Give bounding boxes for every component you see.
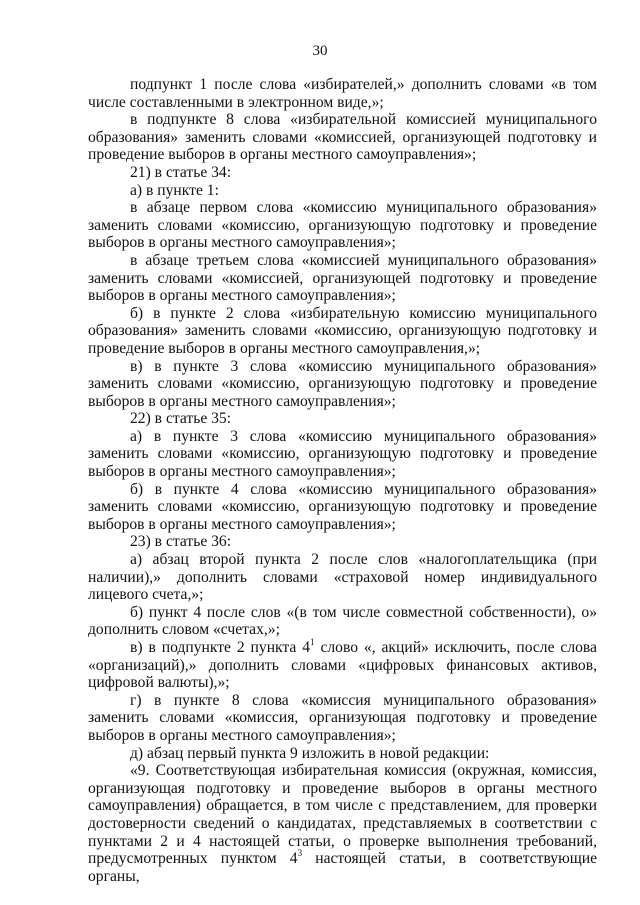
- paragraph-text: настоящей статьи, в соответствующие органы,: [88, 850, 598, 885]
- paragraph-text: слово «, акций» исключить, после слова «организаций),» дополнить словами «цифровых финансовых активов, цифровой валюты),»;: [88, 639, 597, 692]
- paragraph: 23) в статье 36:: [130, 533, 232, 551]
- superscript: 3: [297, 847, 303, 858]
- paragraph: б) пункт 4 после слов «(в том числе совместной собственности), о» дополнить словом «счетах,»;: [88, 603, 597, 639]
- paragraph: 22) в статье 35:: [130, 410, 232, 428]
- paragraph: б) в пункте 2 слова «избирательную комиссию муниципального образования» заменить словами «комиссию, организующую подготовку и проведение выборов в органы местного самоуправления,»;: [88, 304, 597, 357]
- paragraph: а) в пункте 1:: [130, 181, 219, 199]
- paragraph: в подпункте 8 слова «избирательной комиссией муниципального образования» заменить словами «комиссией, организующей подготовку и проведение выборов в органы местного самоуправления»;: [88, 111, 597, 164]
- paragraph: в абзаце первом слова «комиссию муниципального образования» заменить словами «комиссию, организующую подготовку и проведение выборов в органы местного самоуправления»;: [88, 199, 597, 252]
- paragraph: г) в пункте 8 слова «комиссия муниципального образования» заменить словами «комиссия, организующая подготовку и проведение выборов в органы местного самоуправления»;: [88, 691, 597, 744]
- paragraph-text: в) в подпункте 2 пункта 4: [130, 639, 311, 656]
- paragraph: д) абзац первый пункта 9 изложить в новой редакции:: [130, 744, 490, 762]
- paragraph: [88, 636, 597, 692]
- superscript: 1: [310, 636, 315, 647]
- paragraph-text: «9. Соответствующая избирательная комиссия (окружная, комиссия, организующая подготовку и проведение выборов в органы местного самоуправления) обращается, в том числе с представлением, для проверки достоверности сведений о кандидатах, представляемых в соответствии с пунктами 2 и 4 настоящей статьи, о проверке выполнения требований, предусмотренных пунктом 4: [88, 762, 597, 868]
- paragraph: б) в пункте 4 слова «комиссию муниципального образования» заменить словами «комиссию, организующую подготовку и проведение выборов в органы местного самоуправления»;: [88, 480, 597, 533]
- paragraph: а) в пункте 3 слова «комиссию муниципального образования» заменить словами «комиссию, организующую подготовку и проведение выборов в органы местного самоуправления»;: [88, 427, 597, 481]
- paragraph: а) абзац второй пункта 2 после слов «налогоплательщика (при наличии),» дополнить словами «страховой номер индивидуального лицевого счета,»;: [88, 551, 597, 604]
- page-number: 30: [312, 43, 328, 59]
- paragraph: 21) в статье 34:: [130, 163, 232, 181]
- paragraph: подпункт 1 после слова «избирателей,» дополнить словами «в том числе составленными в электронном виде,»;: [88, 76, 597, 111]
- paragraph: в) в пункте 3 слова «комиссию муниципального образования» заменить словами «комиссию, организующую подготовку и проведение выборов в органы местного самоуправления»;: [88, 357, 597, 410]
- document-body: [88, 76, 597, 885]
- paragraph: [88, 762, 597, 885]
- paragraph: в абзаце третьем слова «комиссией муниципального образования» заменить словами «комиссией, организующей подготовку и проведение выборов в органы местного самоуправления»;: [88, 251, 597, 305]
